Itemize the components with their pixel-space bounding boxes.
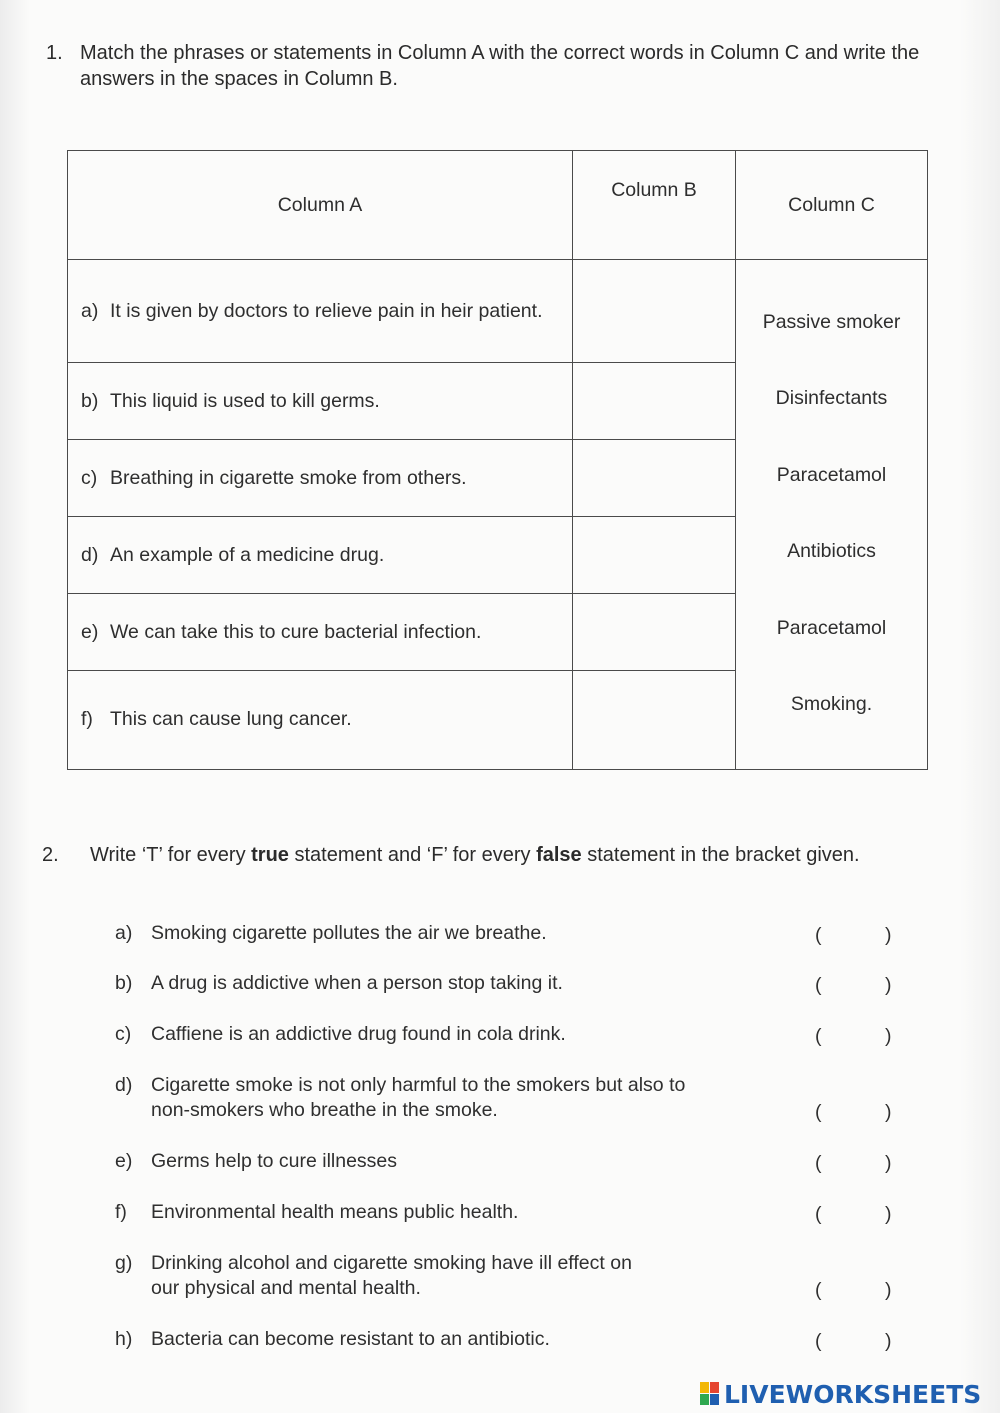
row-statement: It is given by doctors to relieve pain in heir patient. xyxy=(110,299,543,322)
item-letter: e) xyxy=(115,1150,133,1172)
column-c-cell xyxy=(736,260,928,770)
answer-cell[interactable] xyxy=(573,517,736,594)
item-statement: A drug is addictive when a person stop taking it. xyxy=(151,972,563,994)
column-a-header: Column A xyxy=(68,151,573,260)
liveworksheets-logo xyxy=(700,1378,981,1410)
row-statement: Breathing in cigarette smoke from others. xyxy=(110,466,467,489)
liveworksheets-logo-icon xyxy=(700,1382,720,1406)
column-c-item: Paracetamol xyxy=(776,463,887,486)
page-shadow-left xyxy=(0,0,30,1413)
row-statement: This liquid is used to kill germs. xyxy=(110,389,380,412)
row-statement: This can cause lung cancer. xyxy=(110,708,352,731)
item-statement: Germs help to cure illnesses xyxy=(151,1150,398,1172)
column-c-header: Column C xyxy=(736,151,928,260)
column-a-cell xyxy=(68,517,573,594)
item-letter: a) xyxy=(115,922,133,944)
row-letter: b) xyxy=(81,389,99,412)
column-c-item: Smoking. xyxy=(790,693,873,715)
item-statement: Cigarette smoke is not only harmful to the smokers but also to non-smokers who breathe in the smoke. xyxy=(151,1074,686,1121)
column-c-item: Antibiotics xyxy=(787,540,876,562)
item-statement: Caffiene is an addictive drug found in cola drink. xyxy=(151,1023,566,1045)
question-instruction: Write ‘T’ for every true statement and ‘F’ for every false statement in the bracket given. xyxy=(90,844,860,866)
question-instruction: Match the phrases or statements in Column A with the correct words in Column C and write the answers in the spaces in Column B. xyxy=(80,42,920,90)
row-letter: c) xyxy=(81,466,98,489)
column-c-item: Paracetamol xyxy=(776,616,887,639)
answer-cell[interactable] xyxy=(573,363,736,440)
column-a-cell xyxy=(68,260,573,363)
answer-cell[interactable] xyxy=(573,594,736,671)
page-shadow-right xyxy=(960,0,1000,1413)
item-letter: h) xyxy=(115,1328,133,1350)
answer-cell[interactable] xyxy=(573,671,736,769)
row-statement: We can take this to cure bacterial infection. xyxy=(110,620,482,643)
item-letter: d) xyxy=(115,1074,133,1096)
answer-cell[interactable] xyxy=(573,260,736,363)
item-statement: Drinking alcohol and cigarette smoking have ill effect on our physical and mental health. xyxy=(151,1252,632,1299)
column-c-item: Disinfectants xyxy=(775,387,888,409)
item-statement: Smoking cigarette pollutes the air we breathe. xyxy=(151,922,547,944)
column-a-cell xyxy=(68,594,573,671)
answer-cell[interactable] xyxy=(573,440,736,517)
column-a-cell xyxy=(68,440,573,517)
row-statement: An example of a medicine drug. xyxy=(110,543,385,566)
false-word: false xyxy=(536,844,582,866)
row-letter: a) xyxy=(81,299,99,322)
column-a-cell xyxy=(68,363,573,440)
row-letter: e) xyxy=(81,620,99,643)
matching-table xyxy=(67,150,928,770)
row-letter: f) xyxy=(81,708,93,731)
column-b-header: Column B xyxy=(573,151,736,260)
item-letter: f) xyxy=(115,1201,127,1223)
item-letter: c) xyxy=(115,1023,132,1045)
column-c-item: Passive smoker xyxy=(762,311,901,333)
column-a-cell xyxy=(68,671,573,769)
logo-text: LIVEWORKSHEETS xyxy=(724,1379,982,1409)
true-word: true xyxy=(251,844,289,866)
item-letter: b) xyxy=(115,972,133,994)
question-number: 1. xyxy=(46,42,63,64)
item-statement: Environmental health means public health. xyxy=(151,1201,519,1223)
question-number: 2. xyxy=(42,844,59,866)
table-row xyxy=(68,260,928,363)
item-statement: Bacteria can become resistant to an antibiotic. xyxy=(151,1328,550,1350)
row-letter: d) xyxy=(81,543,99,566)
item-letter: g) xyxy=(115,1252,133,1274)
